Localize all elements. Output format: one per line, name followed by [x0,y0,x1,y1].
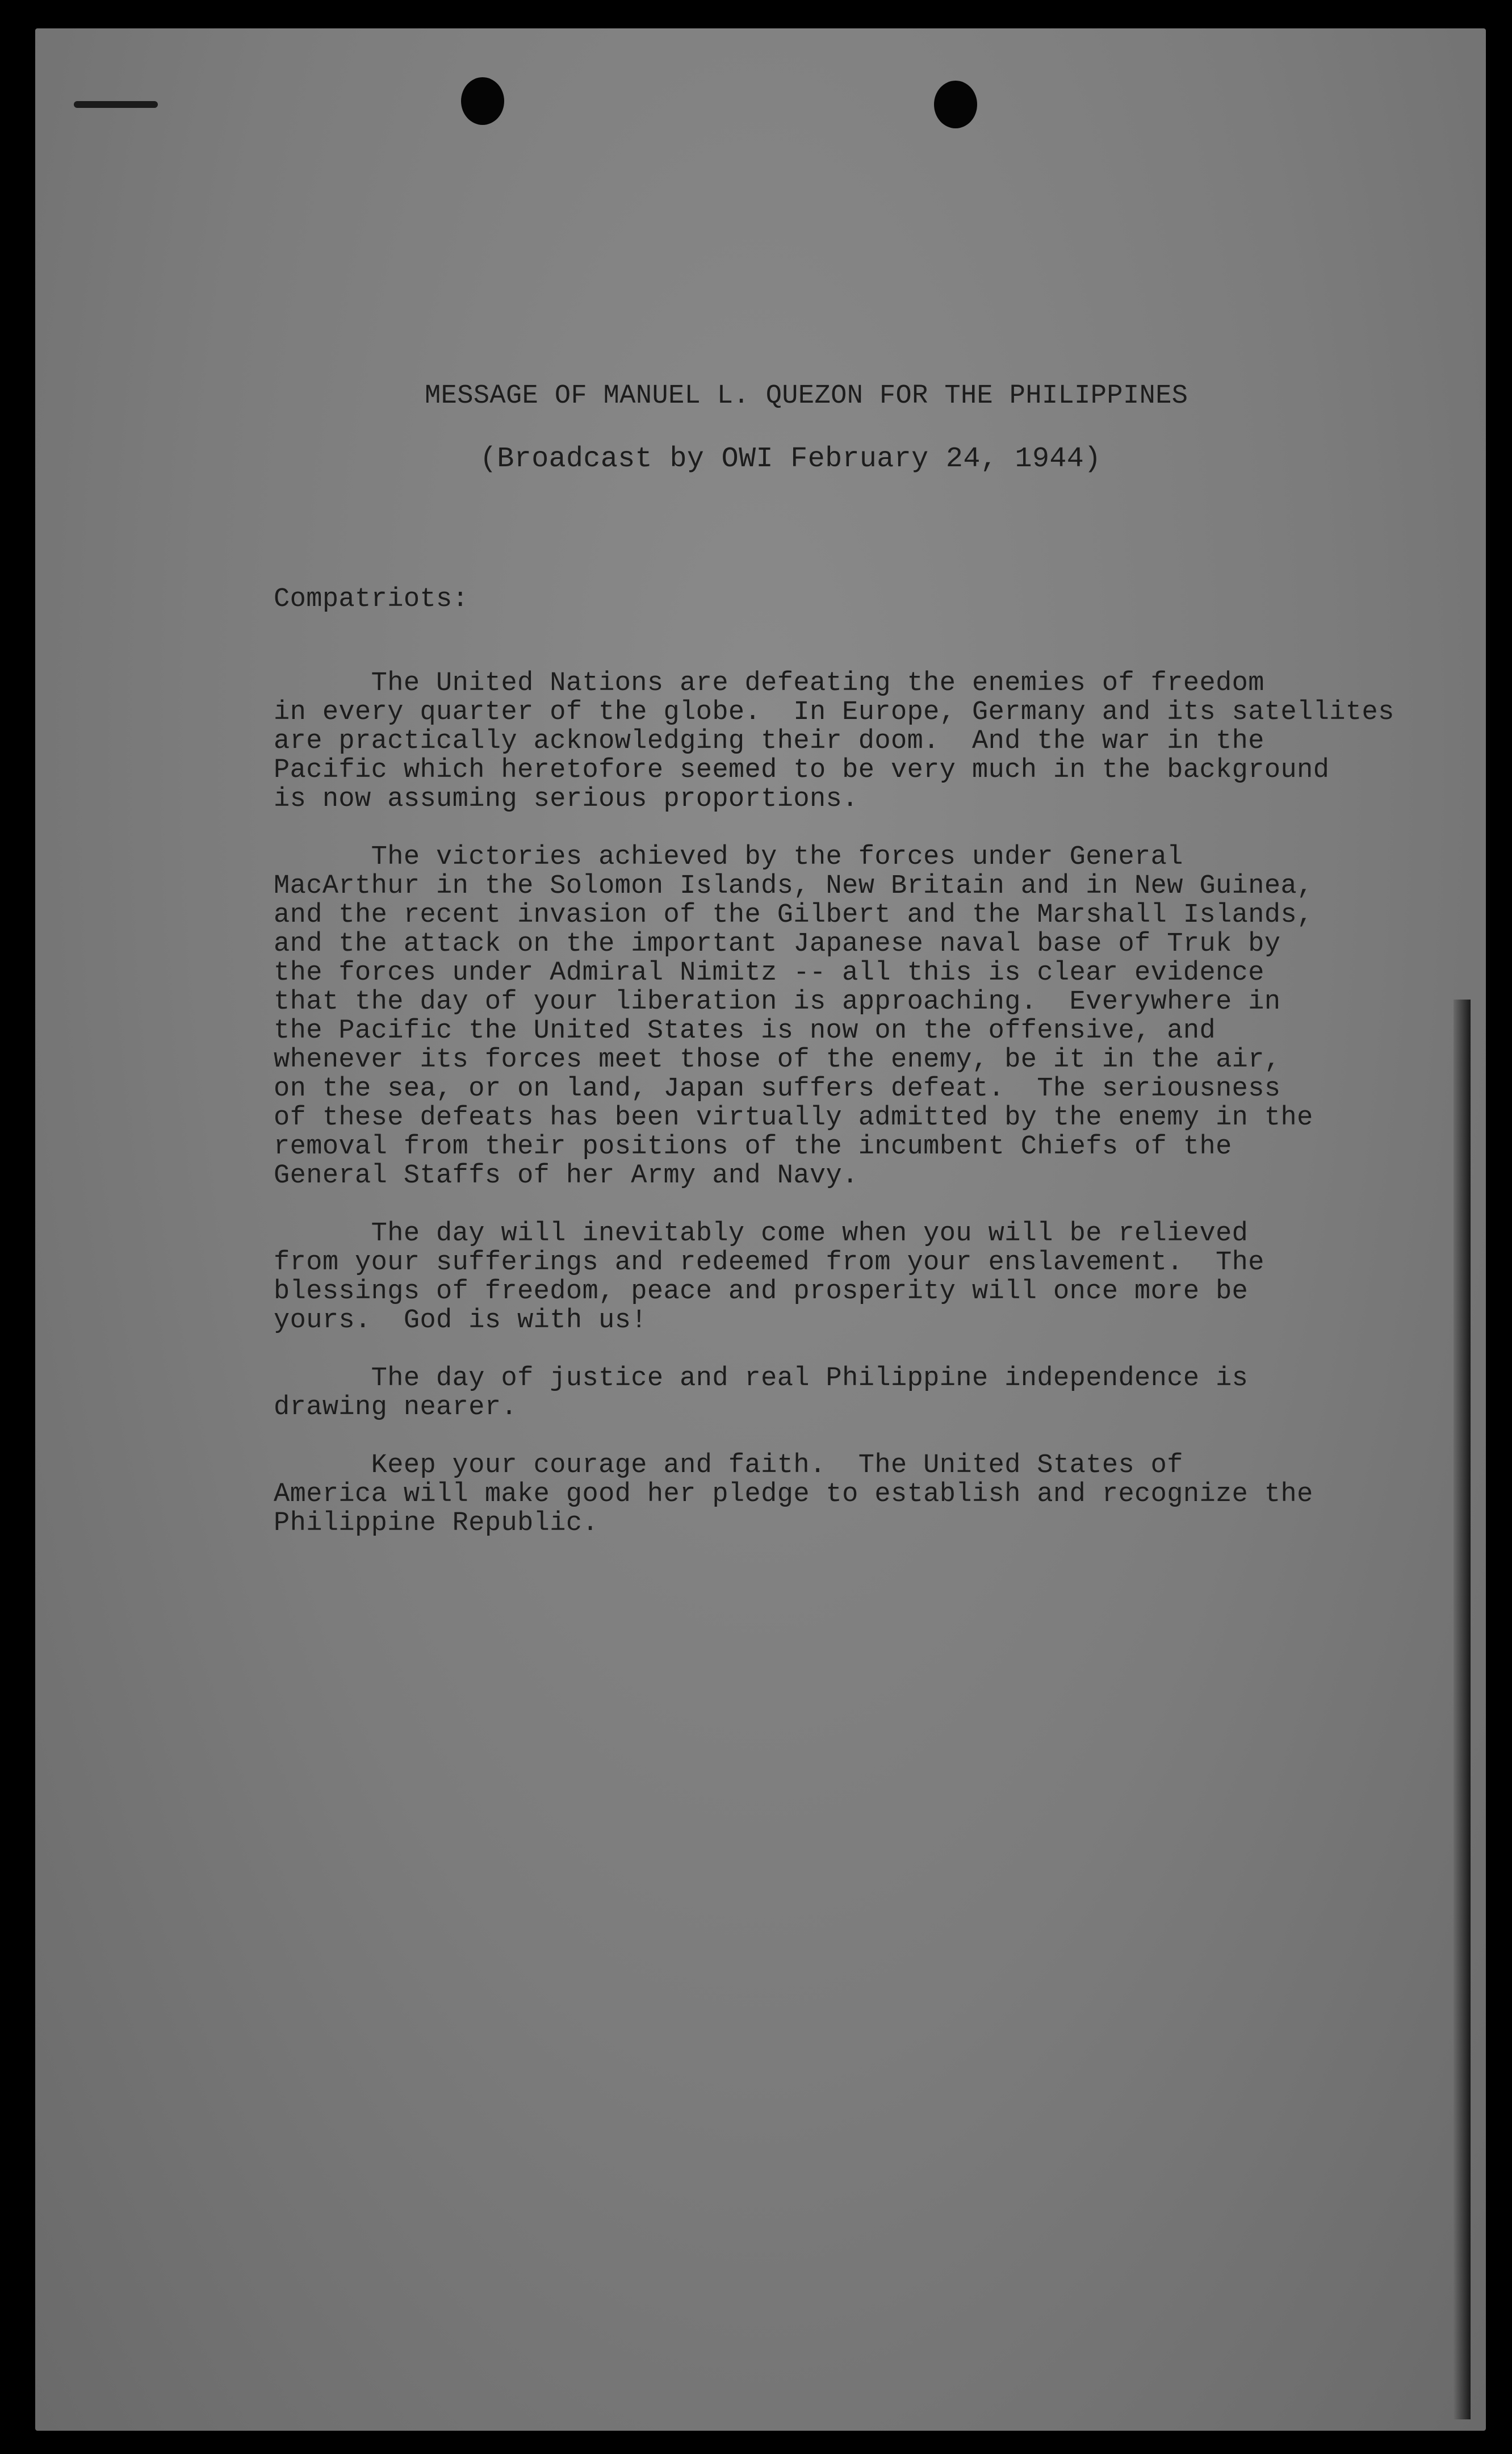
document-subtitle: (Broadcast by OWI February 24, 1944) [480,443,1101,475]
paragraph: The day will inevitably come when you will be relieved from your sufferings and redeemed from your enslavement. The blessings of freedom, peace and prosperity will once more be yours. God is with us! [274,1219,1264,1336]
document-title: MESSAGE OF MANUEL L. QUEZON FOR THE PHILIPPINES [425,381,1188,411]
paragraph: The victories achieved by the forces under General MacArthur in the Solomon Islands, New Britain and in New Guinea, and the recent invasion of the Gilbert and the Marshall Islands, and the attack on the important Japanese naval base of Truk by the forces under Admiral Nimitz -- all this is clear evidence that the day of your liberation is approaching. Everywhere in the Pacific the United States is now on the offensive, and whenever its forces meet those of the enemy, be it in the air, on the sea, or on land, Japan suffers defeat. The seriousness of these defeats has been virtually admitted by the enemy in the removal from their positions of the incumbent Chiefs of the General Staffs of her Army and Navy. [274,842,1313,1191]
paragraph: The United Nations are defeating the enemies of freedom in every quarter of the globe. In Europe, Germany and its satellites are practically acknowledging their doom. And the war in the Pacific which heretofore seemed to be very much in the background is now assuming serious proportions. [274,668,1394,814]
punch-hole-left [461,77,504,125]
message-body [274,669,1466,1567]
punch-hole-right [934,81,977,128]
salutation: Compatriots: [274,584,469,614]
paragraph: Keep your courage and faith. The United States of America will make good her pledge to establish and recognize the Philippine Republic. [274,1450,1313,1539]
paragraph: The day of justice and real Philippine independence is drawing nearer. [274,1364,1249,1423]
ink-mark [74,101,158,108]
